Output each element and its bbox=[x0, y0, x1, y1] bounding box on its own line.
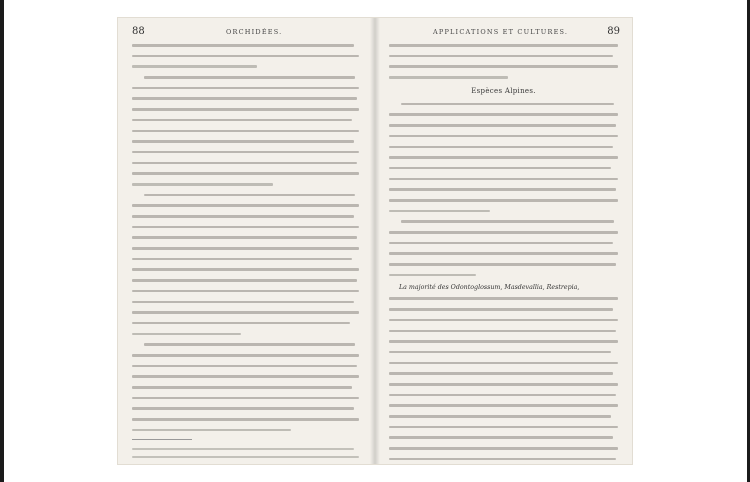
text-line bbox=[389, 124, 616, 127]
text-line bbox=[132, 87, 359, 90]
text-line bbox=[132, 354, 359, 357]
text-line bbox=[389, 436, 613, 439]
text-line bbox=[389, 146, 613, 149]
right-page bbox=[375, 18, 632, 464]
text-line bbox=[132, 429, 291, 432]
text-line bbox=[389, 55, 613, 58]
text-line bbox=[389, 44, 618, 47]
text-line bbox=[132, 333, 241, 336]
running-head-right: APPLICATIONS ET CULTURES. bbox=[433, 28, 569, 36]
text-line bbox=[144, 76, 355, 79]
text-line bbox=[401, 220, 614, 223]
text-line bbox=[132, 162, 357, 165]
text-line bbox=[132, 236, 357, 239]
text-line bbox=[389, 274, 476, 277]
text-line bbox=[389, 351, 611, 354]
text-line bbox=[132, 386, 352, 389]
text-line bbox=[389, 404, 618, 407]
text-line bbox=[389, 362, 618, 365]
text-line bbox=[132, 151, 359, 154]
text-line bbox=[132, 226, 359, 229]
text-line bbox=[132, 130, 359, 133]
text-line bbox=[132, 183, 273, 186]
footnote-line bbox=[132, 456, 359, 458]
text-line bbox=[389, 383, 618, 386]
text-line bbox=[132, 247, 359, 250]
text-line bbox=[389, 252, 618, 255]
text-line bbox=[389, 340, 618, 343]
text-line bbox=[132, 311, 359, 314]
text-line bbox=[144, 194, 355, 197]
text-line bbox=[389, 297, 618, 300]
text-line bbox=[389, 231, 618, 234]
text-line bbox=[132, 322, 350, 325]
text-line bbox=[389, 113, 618, 116]
text-line bbox=[132, 44, 354, 47]
text-line bbox=[389, 156, 618, 159]
text-line bbox=[132, 418, 359, 421]
section-heading: Espèces Alpines. bbox=[471, 86, 536, 95]
page-number-right: 89 bbox=[607, 26, 620, 37]
text-line bbox=[389, 76, 508, 79]
running-head-left: ORCHIDÉES. bbox=[226, 28, 283, 36]
text-line bbox=[389, 447, 618, 450]
text-line bbox=[389, 242, 613, 245]
text-line bbox=[132, 65, 257, 68]
text-line bbox=[132, 204, 359, 207]
footnote-rule bbox=[132, 439, 192, 440]
text-line bbox=[132, 397, 359, 400]
text-line bbox=[401, 103, 614, 106]
text-line bbox=[389, 167, 611, 170]
text-line bbox=[389, 426, 618, 429]
page-number-left: 88 bbox=[132, 26, 145, 37]
text-line bbox=[132, 140, 354, 143]
text-line bbox=[132, 258, 352, 261]
text-line bbox=[144, 343, 355, 346]
right-page-body bbox=[389, 44, 618, 464]
left-page-body bbox=[132, 44, 359, 464]
text-line bbox=[132, 172, 359, 175]
text-line bbox=[389, 308, 613, 311]
text-line bbox=[389, 263, 616, 266]
text-line bbox=[132, 290, 359, 293]
text-line bbox=[132, 55, 359, 58]
footnote-line bbox=[132, 448, 354, 450]
left-page bbox=[118, 18, 375, 464]
text-line bbox=[132, 97, 357, 100]
text-line bbox=[132, 279, 357, 282]
text-line bbox=[389, 65, 618, 68]
text-line bbox=[389, 330, 616, 333]
text-line bbox=[132, 365, 357, 368]
text-line bbox=[389, 188, 616, 191]
footnote-left bbox=[132, 448, 359, 464]
text-line bbox=[389, 394, 616, 397]
text-line bbox=[132, 375, 359, 378]
genera-opening-line: La majorité des Odontoglossum, Masdevallia, Restrepia, bbox=[399, 284, 580, 292]
text-line bbox=[389, 135, 618, 138]
text-line bbox=[132, 301, 354, 304]
text-line bbox=[132, 407, 354, 410]
text-line bbox=[132, 215, 354, 218]
text-line bbox=[132, 108, 359, 111]
text-line bbox=[389, 415, 611, 418]
text-line bbox=[389, 458, 616, 461]
scan-edge-left bbox=[0, 0, 4, 482]
text-line bbox=[132, 268, 359, 271]
text-line bbox=[389, 372, 613, 375]
text-line bbox=[389, 199, 618, 202]
text-line bbox=[389, 178, 618, 181]
book-spread bbox=[118, 18, 632, 464]
text-line bbox=[132, 119, 352, 122]
text-line bbox=[389, 210, 490, 213]
text-line bbox=[389, 319, 618, 322]
